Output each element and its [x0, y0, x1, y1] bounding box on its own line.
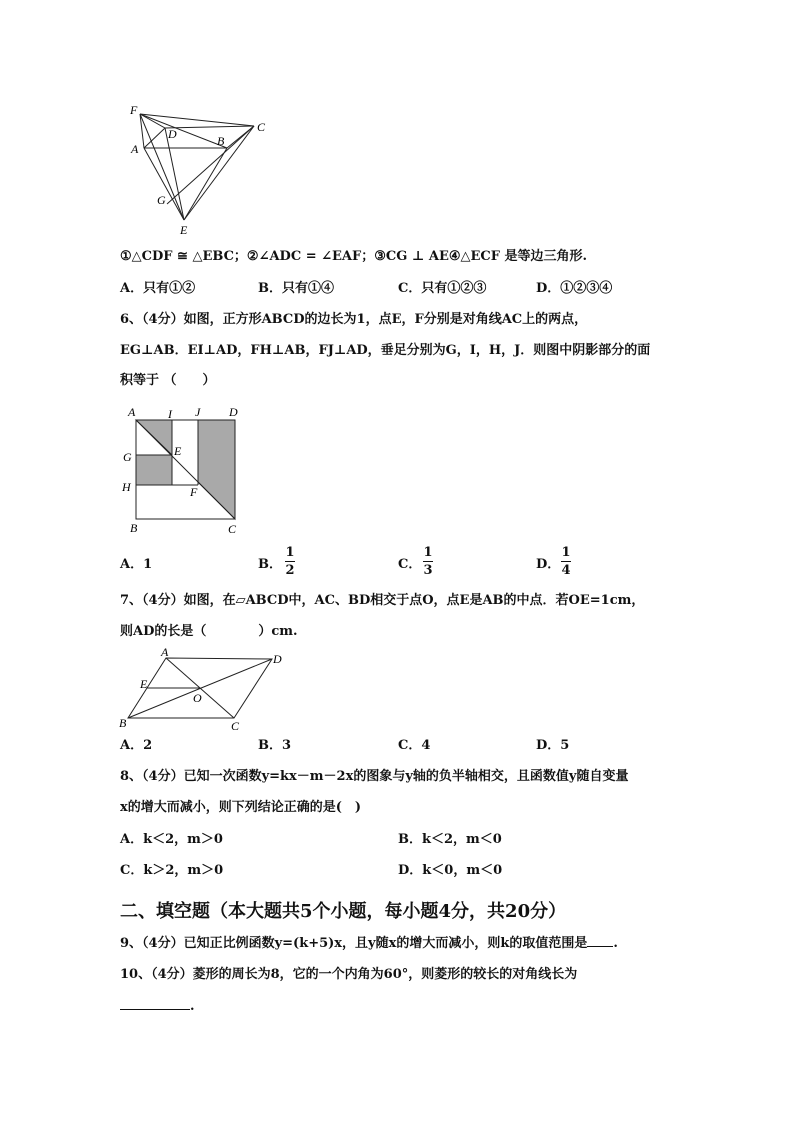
q7-line-1: 7、（4分）如图，在▱ABCD中，AC、BD相交于点O，点E是AB的中点．若OE=1cm， [120, 593, 645, 608]
q6-option-c-fraction [420, 545, 436, 578]
q9-end: . [613, 936, 618, 951]
label-J: J [195, 405, 201, 419]
q6-line-2: EG⊥AB．EI⊥AD，FH⊥AB，FJ⊥AD，垂足分别为G，I，H，J．则图中阴影部分的面 [120, 343, 651, 358]
label-H: H [122, 480, 131, 494]
label-I: I [168, 407, 172, 421]
q6-option-b-denominator: 2 [285, 563, 295, 578]
q6-option-d-denominator: 4 [561, 563, 571, 578]
q8-line-1: 8、（4分）已知一次函数y=kx－m－2x的图象与y轴的负半轴相交，且函数值y随自变量 [120, 769, 629, 784]
label-G: G [123, 450, 132, 464]
label-D: D [273, 652, 282, 666]
figure-2-square-shaded [118, 402, 248, 542]
q5-option-b: B．只有①④ [258, 281, 334, 296]
q6-line-1: 6、（4分）如图，正方形ABCD的边长为1，点E，F分别是对角线AC上的两点， [120, 312, 588, 327]
label-E: E [174, 444, 182, 458]
q6-option-d-letter: D． [536, 557, 561, 572]
label-A: A [161, 646, 169, 659]
q6-option-d-fraction [558, 545, 574, 578]
q9-answer-blank[interactable] [587, 946, 613, 947]
label-E: E [140, 677, 148, 691]
label-C: C [257, 120, 266, 134]
q8-option-b: B．k＜2，m＜0 [398, 832, 502, 847]
q10-answer-blank[interactable] [120, 1009, 190, 1010]
label-C: C [231, 719, 240, 733]
label-C: C [228, 522, 237, 536]
q5-conditions: ①△CDF ≅ △EBC；②∠ADC = ∠EAF；③CG ⊥ AE④△ECF 是等边三角形. [120, 249, 588, 264]
q6-option-a-value: 1 [143, 557, 153, 572]
q9-question [120, 935, 618, 953]
label-B: B [217, 134, 225, 148]
figure-1-quadrilateral-triangles [120, 98, 280, 238]
q6-option-c-denominator: 3 [423, 563, 433, 578]
q7-option-b: B．3 [258, 738, 292, 753]
q10-end: . [190, 999, 195, 1014]
q5-option-d: D．①②③④ [536, 281, 613, 296]
label-G: G [157, 193, 166, 207]
q6-option-c-numerator: 1 [423, 545, 433, 560]
q8-option-c: C．k＞2，m＞0 [120, 863, 224, 878]
q7-option-d: D．5 [536, 738, 570, 753]
label-F: F [130, 103, 138, 117]
q6-option-b-numerator: 1 [285, 545, 295, 560]
q6-option-a [120, 556, 152, 574]
q6-option-c-letter: C． [398, 557, 422, 572]
label-O: O [193, 691, 202, 705]
label-B: B [130, 521, 138, 535]
q10-answer-line [120, 998, 195, 1016]
label-B: B [119, 716, 127, 730]
section-2-title: 二、填空题（本大题共5个小题，每小题4分，共20分） [120, 901, 567, 922]
q10-line-1: 10、（4分）菱形的周长为8，它的一个内角为60°，则菱形的较长的对角线长为 [120, 967, 578, 982]
q8-line-2: x的增大而减小，则下列结论正确的是( ) [120, 800, 362, 815]
q6-option-d-numerator: 1 [561, 545, 571, 560]
label-D: D [229, 405, 238, 419]
q7-option-c: C．4 [398, 738, 431, 753]
figure-3-parallelogram [116, 646, 296, 734]
q5-option-a: A．只有①② [120, 281, 196, 296]
q6-option-b-letter: B． [258, 557, 282, 572]
label-A: A [131, 142, 139, 156]
q5-option-c: C．只有①②③ [398, 281, 487, 296]
q9-text: 9、（4分）已知正比例函数y=(k+5)x，且y随x的增大而减小，则k的取值范围是 [120, 936, 588, 951]
q7-line-2: 则AD的长是（ ）cm. [120, 624, 298, 639]
q8-option-a: A．k＜2，m＞0 [120, 832, 223, 847]
label-E: E [180, 223, 188, 237]
q7-option-a: A．2 [120, 738, 153, 753]
label-A: A [128, 405, 136, 419]
q6-option-b-fraction [282, 545, 298, 578]
q8-option-d: D．k＜0，m＜0 [398, 863, 503, 878]
q6-line-3: 积等于 （ ） [120, 373, 216, 388]
label-D: D [168, 127, 177, 141]
q6-option-a-letter: A． [120, 557, 144, 572]
label-F: F [190, 485, 198, 499]
